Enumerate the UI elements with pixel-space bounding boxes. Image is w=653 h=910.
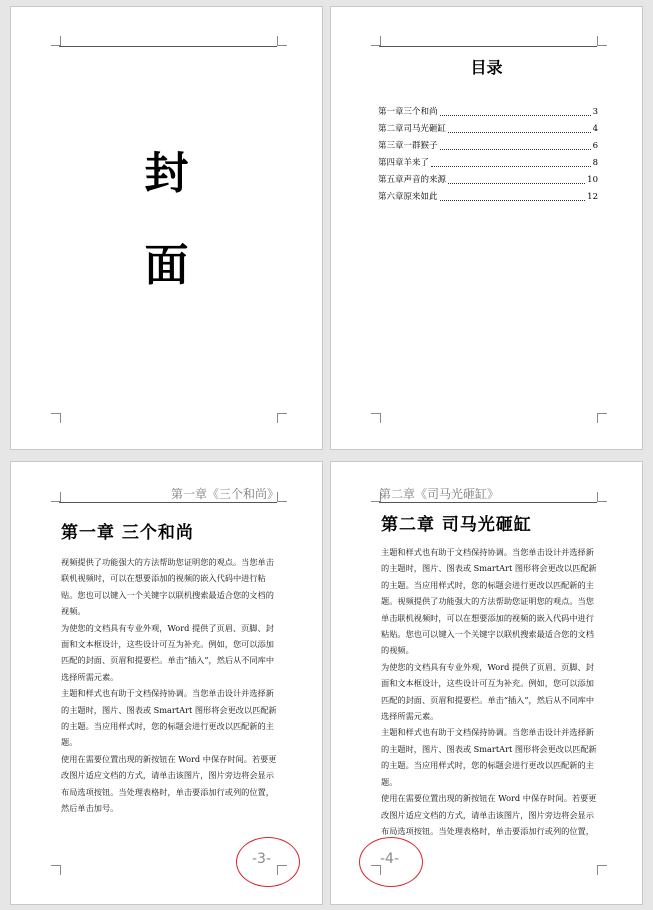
annotation-circle [359,837,423,887]
toc-entry-page: 6 [592,141,598,151]
crop-mark [51,36,61,46]
chapter-title: 第一章 三个和尚 [61,523,194,543]
running-header[interactable]: 第二章《司马光砸缸》 [379,487,500,501]
toc-leader [440,149,591,150]
toc-title: 目录 [470,58,503,77]
header-rule [379,46,597,47]
crop-mark [597,36,607,46]
chapter-page-3 [10,461,323,905]
toc-entry-label: 第一章三个和尚 [378,107,438,117]
toc-entry-label: 第二章司马光砸缸 [378,124,447,134]
toc-entry-page: 10 [587,175,598,185]
toc-list [378,104,598,206]
toc-entry[interactable] [378,172,598,189]
toc-entry[interactable] [378,155,598,172]
crop-mark [597,865,607,875]
paragraph: 使用在需要位置出现的新按钮在 Word 中保存时间。若要更改图片适应文档的方式，请单击该图片，图片旁边将会显示布局选项按钮。当处理表格时，单击要添加行或列的位置，然后单击加号。 [61,753,277,814]
crop-mark [51,865,61,875]
paragraph: 主题和样式也有助于文档保持协调。当您单击设计并选择新的主题时，图片、图表或 SmartArt 图形将会更改以匹配新的主题。当应用样式时，您的标题会进行更改以匹配新的主题。视频提供了功能强大的方法帮助您证明您的观点。当您单击联机视频时，可以在想要添加的视频的嵌入代码中进行粘贴。您也可以键入一个关键字以联机搜索最适合您的文档的视频。 [381,547,597,656]
toc-entry-label: 第六章原来如此 [378,192,438,202]
toc-entry[interactable] [378,189,598,206]
toc-entry[interactable] [378,104,598,121]
header-rule [59,46,277,47]
toc-leader [440,200,586,201]
page-number[interactable]: -4- [380,851,400,867]
running-header[interactable]: 第一章《三个和尚》 [170,487,279,501]
crop-mark [51,413,61,423]
chapter-title: 第二章 司马光砸缸 [381,515,532,535]
toc-leader [440,115,591,116]
body-text [381,544,599,841]
cover-title-char: 面 [144,240,189,291]
paragraph: 为使您的文档具有专业外观，Word 提供了页眉、页脚、封面和文本框设计，这些设计可互为补充。例如，您可以添加匹配的封面、页眉和提要栏。单击“插入”，然后从不同库中选择所需元素。 [381,661,595,722]
chapter-page-4 [330,461,643,905]
paragraph: 为使您的文档具有专业外观，Word 提供了页眉、页脚、封面和文本框设计，这些设计可互为补充。例如，您可以添加匹配的封面、页眉和提要栏。单击“插入”，然后从不同库中选择所需元素。 [61,622,275,682]
header-rule [59,502,277,503]
header-rule [379,502,597,503]
toc-leader [431,166,591,167]
toc-entry-label: 第三章一群猴子 [378,141,438,151]
annotation-circle [236,837,300,887]
toc-entry-page: 8 [592,158,598,168]
paragraph: 主题和样式也有助于文档保持协调。当您单击设计并选择新的主题时，图片、图表或 SmartArt 图形将会更改以匹配新的主题。当应用样式时，您的标题会进行更改以匹配新的主题。 [61,688,277,748]
crop-mark [277,36,287,46]
paragraph: 使用在需要位置出现的新按钮在 Word 中保存时间。若要更改图片适应文档的方式，请单击该图片，图片旁边将会显示布局选项按钮。当处理表格时，单击要添加行或列的位置， [381,793,597,836]
cover-title-char: 封 [144,148,189,199]
toc-leader [448,183,585,184]
body-text [61,554,279,817]
cover-page [10,6,323,450]
toc-entry-page: 12 [587,192,598,202]
toc-page [330,6,643,450]
crop-mark [597,492,607,502]
toc-leader [448,132,591,133]
crop-mark [597,413,607,423]
toc-entry-label: 第五章声音的来源 [378,175,447,185]
crop-mark [51,492,61,502]
crop-mark [277,413,287,423]
toc-entry-page: 3 [592,107,598,117]
crop-mark [371,413,381,423]
toc-entry-label: 第四章羊来了 [378,158,430,168]
crop-mark [371,36,381,46]
paragraph: 视频提供了功能强大的方法帮助您证明您的观点。当您单击联机视频时，可以在想要添加的视频的嵌入代码中进行粘贴。您也可以键入一个关键字以联机搜索最适合您的文档的视频。 [61,557,274,617]
paragraph: 主题和样式也有助于文档保持协调。当您单击设计并选择新的主题时，图片、图表或 SmartArt 图形将会更改以匹配新的主题。当应用样式时，您的标题会进行更改以匹配新的主题。 [381,727,597,787]
toc-entry[interactable] [378,121,598,138]
toc-entry[interactable] [378,138,598,155]
page-number[interactable]: -3- [252,851,272,867]
toc-entry-page: 4 [592,124,598,134]
